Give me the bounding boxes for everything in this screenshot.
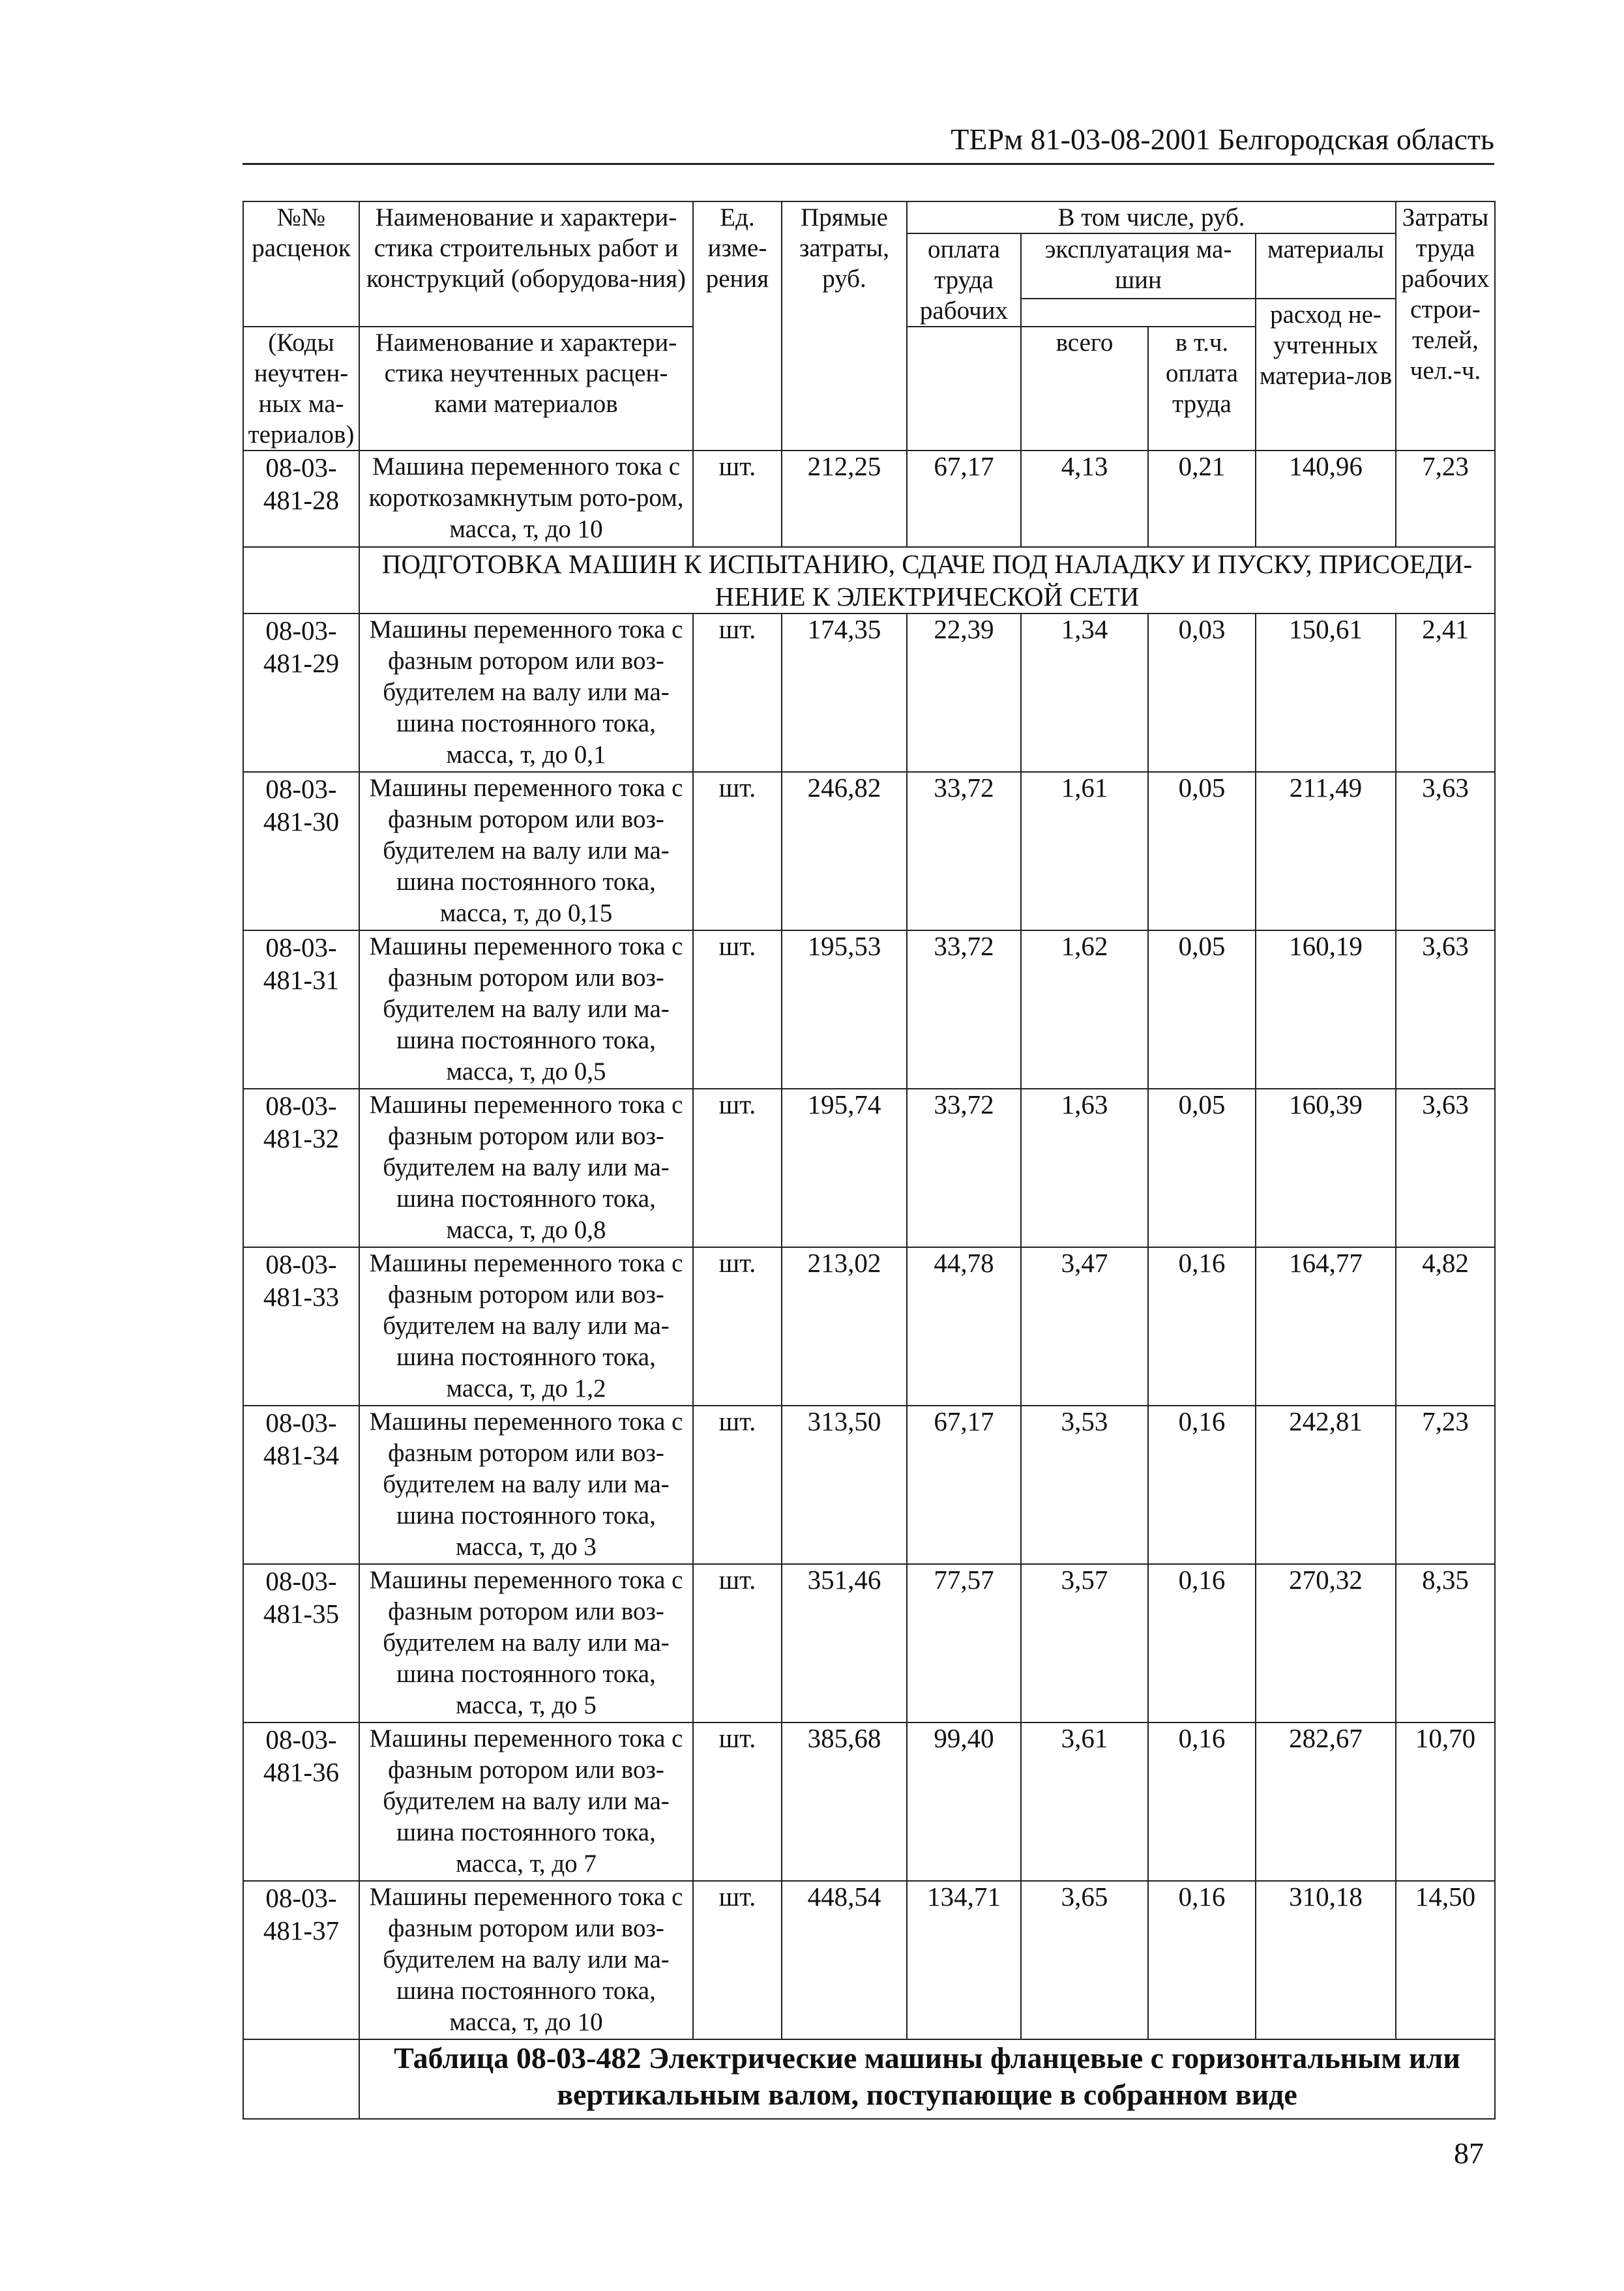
machine-wage-cell: 0,21: [1148, 451, 1256, 547]
machine-cost-cell: 1,63: [1021, 1089, 1148, 1247]
labor-cell: 3,63: [1396, 930, 1495, 1089]
rate-code: 08-03-481-30: [243, 772, 359, 930]
header-machine-spacer: [1021, 299, 1256, 327]
norms-table: [243, 201, 1496, 2120]
unit-cell: шт.: [693, 613, 782, 772]
unit-cell: шт.: [693, 930, 782, 1089]
rate-code: 08-03-481-32: [243, 1089, 359, 1247]
header-wage: оплата труда рабочих: [907, 233, 1021, 327]
machine-cost-cell: 1,62: [1021, 930, 1148, 1089]
machine-wage-cell: 0,05: [1148, 772, 1256, 930]
machine-cost-cell: 3,57: [1021, 1564, 1148, 1722]
labor-cell: 2,41: [1396, 613, 1495, 772]
labor-cell: 3,63: [1396, 772, 1495, 930]
header-machine: эксплуатация ма-шин: [1021, 233, 1256, 299]
labor-cell: 4,82: [1396, 1247, 1495, 1406]
table-row: [243, 613, 1495, 772]
next-table-title: Таблица 08-03-482 Электрические машины фланцевые с горизонтальным или вертикальным валом, поступающие в собранном виде: [359, 2039, 1495, 2119]
direct-costs-cell: 212,25: [782, 451, 907, 547]
work-description: Машины переменного тока с фазным ротором или воз-будителем на валу или ма-шина постоянного тока, масса, т, до 0,15: [359, 772, 693, 930]
header-rule: [243, 163, 1494, 165]
rate-code: 08-03-481-31: [243, 930, 359, 1089]
materials-cell: 282,67: [1256, 1722, 1396, 1881]
section-title: ПОДГОТОВКА МАШИН К ИСПЫТАНИЮ, СДАЧЕ ПОД НАЛАДКУ И ПУСКУ, ПРИСОЕДИ-НЕНИЕ К ЭЛЕКТРИЧЕСКОЙ СЕТИ: [359, 547, 1495, 613]
wage-cell: 33,72: [907, 1089, 1021, 1247]
machine-cost-cell: 3,65: [1021, 1881, 1148, 2039]
unit-cell: шт.: [693, 451, 782, 547]
machine-wage-cell: 0,16: [1148, 1564, 1256, 1722]
table-row: [243, 1881, 1495, 2039]
next-table-title-row: [243, 2039, 1495, 2119]
work-description: Машины переменного тока с фазным ротором или воз-будителем на валу или ма-шина постоянного тока, масса, т, до 7: [359, 1722, 693, 1881]
direct-costs-cell: 448,54: [782, 1881, 907, 2039]
rate-code: 08-03-481-33: [243, 1247, 359, 1406]
rate-code: 08-03-481-28: [243, 451, 359, 547]
materials-cell: 160,39: [1256, 1089, 1396, 1247]
materials-cell: 211,49: [1256, 772, 1396, 930]
labor-cell: 3,63: [1396, 1089, 1495, 1247]
wage-cell: 67,17: [907, 1406, 1021, 1564]
table-row: [243, 930, 1495, 1089]
rate-code: 08-03-481-37: [243, 1881, 359, 2039]
table-row: [243, 1247, 1495, 1406]
page-number: 87: [1454, 2136, 1484, 2170]
machine-wage-cell: 0,05: [1148, 1089, 1256, 1247]
wage-cell: 67,17: [907, 451, 1021, 547]
section-title-row: [243, 547, 1495, 613]
labor-cell: 10,70: [1396, 1722, 1495, 1881]
machine-cost-cell: 3,53: [1021, 1406, 1148, 1564]
labor-cell: 8,35: [1396, 1564, 1495, 1722]
direct-costs-cell: 351,46: [782, 1564, 907, 1722]
direct-costs-cell: 195,53: [782, 930, 907, 1089]
header-materials-sub: расход не-учтенных материа-лов: [1256, 299, 1396, 451]
materials-cell: 150,61: [1256, 613, 1396, 772]
header-machine-wage: в т.ч. оплата труда: [1148, 327, 1256, 451]
work-description: Машина переменного тока с короткозамкнутым рото-ром, масса, т, до 10: [359, 451, 693, 547]
unit-cell: шт.: [693, 1881, 782, 2039]
wage-cell: 77,57: [907, 1564, 1021, 1722]
work-description: Машины переменного тока с фазным ротором или воз-будителем на валу или ма-шина постоянного тока, масса, т, до 0,1: [359, 613, 693, 772]
work-description: Машины переменного тока с фазным ротором или воз-будителем на валу или ма-шина постоянного тока, масса, т, до 0,5: [359, 930, 693, 1089]
machine-cost-cell: 3,61: [1021, 1722, 1148, 1881]
direct-costs-cell: 313,50: [782, 1406, 907, 1564]
direct-costs-cell: 174,35: [782, 613, 907, 772]
wage-cell: 33,72: [907, 930, 1021, 1089]
wage-cell: 134,71: [907, 1881, 1021, 2039]
wage-cell: 22,39: [907, 613, 1021, 772]
materials-cell: 242,81: [1256, 1406, 1396, 1564]
machine-cost-cell: 1,34: [1021, 613, 1148, 772]
work-description: Машины переменного тока с фазным ротором или воз-будителем на валу или ма-шина постоянного тока, масса, т, до 0,8: [359, 1089, 693, 1247]
header-labor-costs: Затраты труда рабочих строи-телей, чел.-ч.: [1396, 201, 1495, 451]
table-row: [243, 1564, 1495, 1722]
page-header: ТЕРм 81-03-08-2001 Белгородская область: [951, 123, 1494, 156]
header-name-top: Наименование и характери-стика строительных работ и конструкций (оборудова-ния): [359, 201, 693, 327]
materials-cell: 270,32: [1256, 1564, 1396, 1722]
unit-cell: шт.: [693, 1564, 782, 1722]
header-code-bottom: (Коды неучтен-ных ма-териалов): [243, 327, 359, 451]
unit-cell: шт.: [693, 772, 782, 930]
materials-cell: 160,19: [1256, 930, 1396, 1089]
unit-cell: шт.: [693, 1089, 782, 1247]
empty-code-cell: [243, 2039, 359, 2119]
rate-code: 08-03-481-35: [243, 1564, 359, 1722]
direct-costs-cell: 246,82: [782, 772, 907, 930]
header-machine-total: всего: [1021, 327, 1148, 451]
rate-code: 08-03-481-34: [243, 1406, 359, 1564]
machine-cost-cell: 3,47: [1021, 1247, 1148, 1406]
header-direct-costs: Прямые затраты, руб.: [782, 201, 907, 451]
work-description: Машины переменного тока с фазным ротором или воз-будителем на валу или ма-шина постоянного тока, масса, т, до 5: [359, 1564, 693, 1722]
machine-wage-cell: 0,03: [1148, 613, 1256, 772]
work-description: Машины переменного тока с фазным ротором или воз-будителем на валу или ма-шина постоянного тока, масса, т, до 3: [359, 1406, 693, 1564]
labor-cell: 7,23: [1396, 451, 1495, 547]
header-wage-spacer: [907, 327, 1021, 451]
direct-costs-cell: 213,02: [782, 1247, 907, 1406]
unit-cell: шт.: [693, 1722, 782, 1881]
machine-cost-cell: 4,13: [1021, 451, 1148, 547]
empty-code-cell: [243, 547, 359, 613]
header-unit: Ед. изме-рения: [693, 201, 782, 451]
table-row: [243, 1089, 1495, 1247]
table-row: [243, 1722, 1495, 1881]
materials-cell: 140,96: [1256, 451, 1396, 547]
machine-wage-cell: 0,16: [1148, 1722, 1256, 1881]
rate-code: 08-03-481-36: [243, 1722, 359, 1881]
machine-cost-cell: 1,61: [1021, 772, 1148, 930]
machine-wage-cell: 0,16: [1148, 1881, 1256, 2039]
table-row: [243, 1406, 1495, 1564]
wage-cell: 33,72: [907, 772, 1021, 930]
wage-cell: 99,40: [907, 1722, 1021, 1881]
machine-wage-cell: 0,05: [1148, 930, 1256, 1089]
header-name-bottom: Наименование и характери-стика неучтенных расцен-ками материалов: [359, 327, 693, 451]
header-code-top: №№ расценок: [243, 201, 359, 327]
machine-wage-cell: 0,16: [1148, 1247, 1256, 1406]
unit-cell: шт.: [693, 1247, 782, 1406]
rate-code: 08-03-481-29: [243, 613, 359, 772]
direct-costs-cell: 385,68: [782, 1722, 907, 1881]
wage-cell: 44,78: [907, 1247, 1021, 1406]
direct-costs-cell: 195,74: [782, 1089, 907, 1247]
table-row: [243, 451, 1495, 547]
unit-cell: шт.: [693, 1406, 782, 1564]
header-including: В том числе, руб.: [907, 201, 1396, 233]
work-description: Машины переменного тока с фазным ротором или воз-будителем на валу или ма-шина постоянного тока, масса, т, до 10: [359, 1881, 693, 2039]
header-materials: материалы: [1256, 233, 1396, 299]
labor-cell: 7,23: [1396, 1406, 1495, 1564]
materials-cell: 164,77: [1256, 1247, 1396, 1406]
table-row: [243, 772, 1495, 930]
work-description: Машины переменного тока с фазным ротором или воз-будителем на валу или ма-шина постоянного тока, масса, т, до 1,2: [359, 1247, 693, 1406]
labor-cell: 14,50: [1396, 1881, 1495, 2039]
materials-cell: 310,18: [1256, 1881, 1396, 2039]
machine-wage-cell: 0,16: [1148, 1406, 1256, 1564]
